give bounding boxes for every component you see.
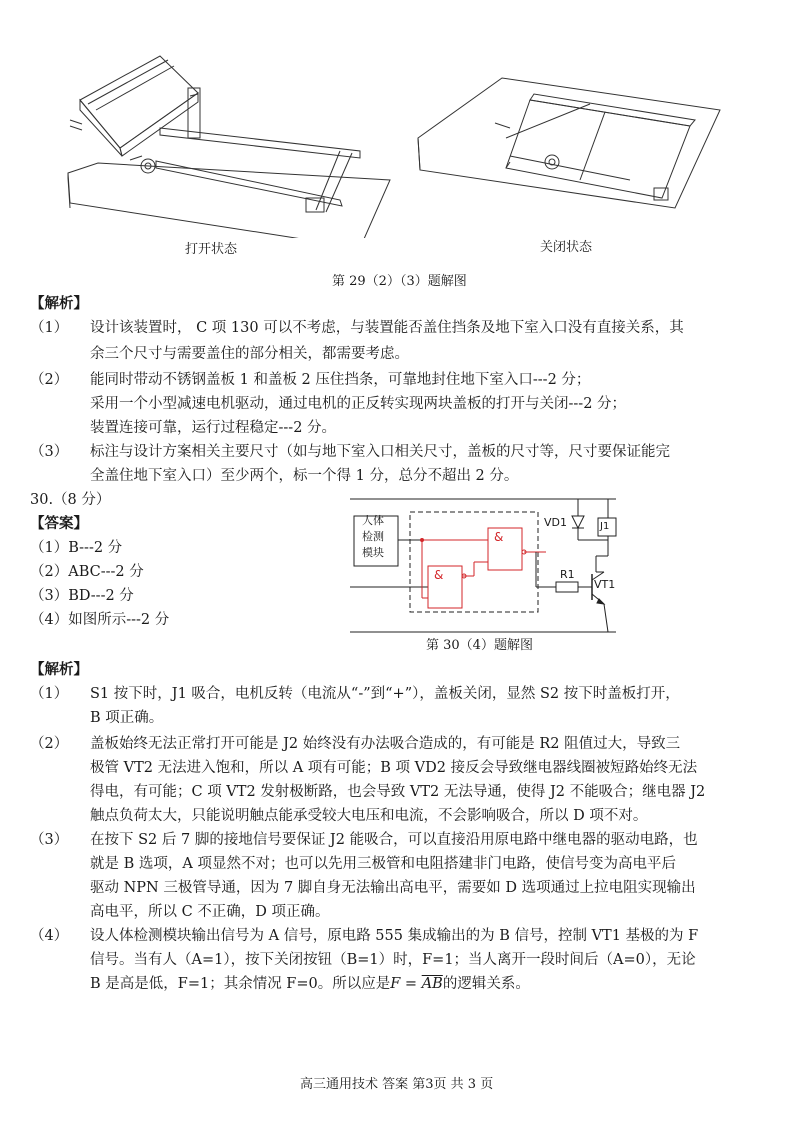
answer-heading: 【答案】 (30, 515, 88, 532)
q29-2-line1: 能同时带动不锈钢盖板 1 和盖板 2 压住挡条，可靠地封住地下室入口---2 分； (90, 372, 591, 388)
q30-2-line4: 触点负荷太大，只能说明触点能承受较大电压和电流，不会影响吸合，所以 D 项不对。 (90, 808, 648, 824)
circuit-caption: 第 30（4）题解图 (426, 638, 533, 653)
q29-2-line3: 装置连接可靠，运行过程稳定---2 分。 (90, 420, 337, 436)
q29-3-line1: 标注与设计方案相关主要尺寸（如与地下室入口相关尺寸，盖板的尺寸等，尺寸要保证能完 (90, 444, 670, 460)
q29-2-line2: 采用一个小型减速电机驱动，通过电机的正反转实现两块盖板的打开与关闭---2 分； (90, 396, 627, 412)
q30-3-line1: 在按下 S2 后 7 脚的接地信号要保证 J2 能吸合，可以直接沿用原电路中继电器的驱动电路，也 (90, 832, 698, 848)
module-label-2: 检测 (362, 530, 384, 543)
vt1-label: VT1 (594, 578, 616, 591)
q30-3-num: （3） (30, 832, 69, 848)
answer-1: （1）B---2 分 (30, 540, 123, 556)
q30-3-line4: 高电平，所以 C 不正确，D 项正确。 (90, 904, 330, 920)
figure-29-closed-state-drawing (410, 38, 750, 238)
figure-29 (60, 38, 750, 263)
gate-symbol-bottom: & (434, 568, 444, 582)
q30-title: 30.（8 分） (30, 492, 111, 508)
q30-2-num: （2） (30, 736, 69, 752)
q29-2-num: （2） (30, 372, 69, 388)
formula-tail: 的逻辑关系。 (442, 976, 530, 992)
q30-2-line1: 盖板始终无法正常打开可能是 J2 始终没有办法吸合造成的，有可能是 R2 阻值过大，导致三 (90, 736, 681, 752)
q30-3-line2: 就是 B 选项，A 项显然不对；也可以先用三极管和电阻搭建非门电路，使信号变为高电平后 (90, 856, 676, 872)
q30-1-num: （1） (30, 686, 69, 702)
figure-29-open-state-drawing (60, 38, 400, 238)
q30-4-line2: 信号。当有人（A=1），按下关闭按钮（B=1）时，F=1；当人离开一段时间后（A=0），无论 (90, 952, 696, 968)
circuit-diagram (346, 494, 622, 634)
q30-4-num: （4） (30, 928, 69, 944)
formula-rhs: $\overline{AB}$ (421, 976, 443, 992)
q30-4-line3 (90, 974, 530, 994)
gate-symbol-top: & (494, 530, 504, 544)
q30-2-line3: 得电，有可能；C 项 VT2 发射极断路，也会导致 VT2 无法导通，使得 J2 不能吸合；继电器 J2 (90, 784, 706, 800)
q30-2-line2: 极管 VT2 无法进入饱和，所以 A 项有可能；B 项 VD2 接反会导致继电器线圈被短路始终无法 (90, 760, 698, 776)
formula-lhs: F = (390, 976, 422, 992)
answer-2: （2）ABC---2 分 (30, 564, 144, 580)
j1-label: J1 (600, 521, 610, 532)
figure-29-caption: 第 29（2）（3）题解图 (332, 274, 467, 289)
open-state-caption: 打开状态 (185, 242, 238, 257)
answer-3: （3）BD---2 分 (30, 588, 134, 604)
q30-3-line3: 驱动 NPN 三极管导通，因为 7 脚自身无法输出高电平，需要如 D 选项通过上拉电阻实现输出 (90, 880, 696, 896)
q29-3-line2: 全盖住地下室入口）至少两个，标一个得 1 分，总分不超出 2 分。 (90, 468, 519, 484)
vd1-label: VD1 (544, 516, 567, 529)
analysis-heading-30: 【解析】 (30, 661, 88, 678)
module-label-3: 模块 (362, 546, 384, 559)
q30-1-line1: S1 按下时，J1 吸合，电机反转（电流从“-”到“+”），盖板关闭，显然 S2 按下时盖板打开， (90, 686, 680, 702)
q30-4-line1: 设人体检测模块输出信号为 A 信号，原电路 555 集成输出的为 B 信号，控制 VT1 基极的为 F (90, 928, 699, 944)
r1-label: R1 (560, 568, 575, 581)
answer-4: （4）如图所示---2 分 (30, 612, 170, 628)
q29-1-line1: 设计该装置时， C 项 130 可以不考虑，与装置能否盖住挡条及地下室入口没有直接关系，其 (90, 320, 684, 336)
q30-1-line2: B 项正确。 (90, 710, 164, 726)
q30-4-line3-text: B 是高是低，F=1；其余情况 F=0。所以应是 (90, 976, 391, 992)
closed-state-caption: 关闭状态 (540, 240, 593, 255)
q29-3-num: （3） (30, 444, 69, 460)
module-label-1: 人体 (362, 514, 384, 527)
circuit-wiring (346, 494, 622, 634)
q29-1-line2: 余三个尺寸与需要盖住的部分相关，都需要考虑。 (90, 346, 409, 362)
page-footer: 高三通用技术 答案 第3页 共 3 页 (300, 1077, 494, 1092)
analysis-heading-29: 【解析】 (30, 295, 88, 312)
q29-1-num: （1） (30, 320, 69, 336)
